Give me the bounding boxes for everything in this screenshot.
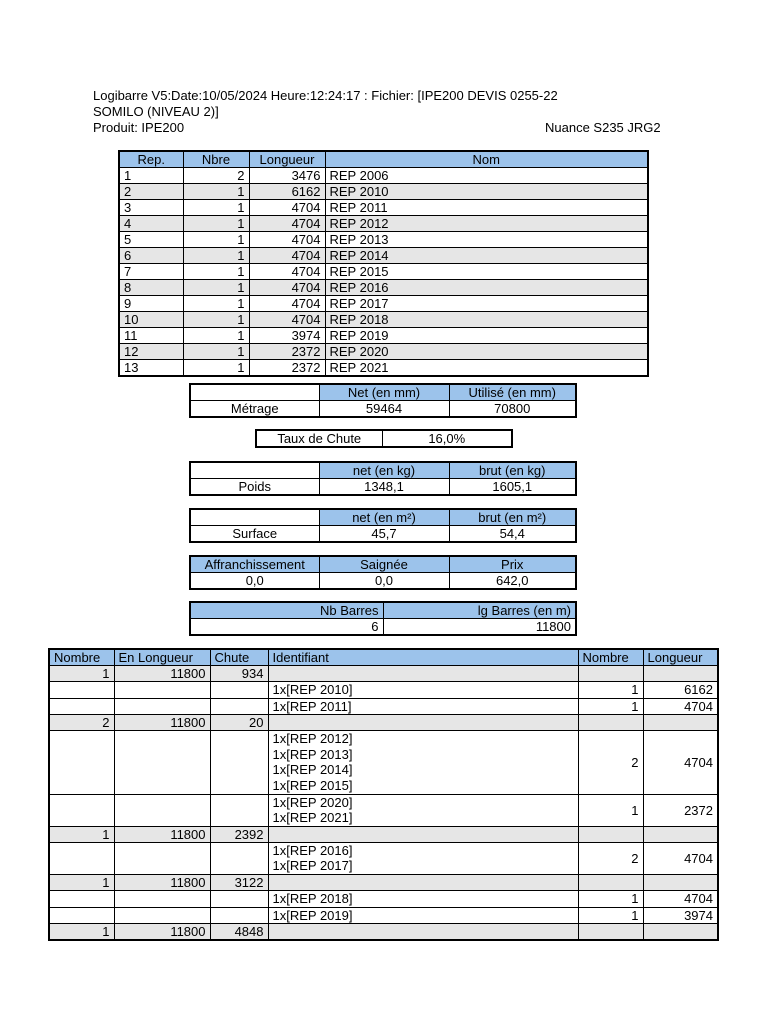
piece-nombre-empty xyxy=(49,907,114,924)
ref-rep: 9 xyxy=(119,296,183,312)
piece-longueur: 3974 xyxy=(643,907,718,924)
ref-nom: REP 2015 xyxy=(325,264,648,280)
piece-longueur: 4704 xyxy=(643,890,718,907)
piece-id: 1x[REP 2014] xyxy=(272,762,353,778)
bar-nombre: 2 xyxy=(49,715,114,731)
poids-net-value: 1348,1 xyxy=(319,479,449,496)
bar-chute: 3122 xyxy=(210,874,268,890)
ref-longueur: 4704 xyxy=(249,312,325,328)
ref-nom: REP 2021 xyxy=(325,360,648,377)
piece-chute-empty xyxy=(210,682,268,699)
reference-table-row xyxy=(119,200,648,216)
reference-table-row xyxy=(119,328,648,344)
ref-rep: 2 xyxy=(119,184,183,200)
piece-row xyxy=(49,907,718,924)
piece-id: 1x[REP 2016] xyxy=(272,842,353,858)
ref-nom: REP 2020 xyxy=(325,344,648,360)
prix-header: Prix xyxy=(449,556,576,573)
piece-longueur: 4704 xyxy=(643,842,718,874)
ref-rep: 12 xyxy=(119,344,183,360)
piece-nombre: 2 xyxy=(578,731,643,794)
piece-nombre-empty xyxy=(49,890,114,907)
surface-table xyxy=(189,508,577,543)
piece-identifiant xyxy=(268,794,578,826)
piece-longueur: 6162 xyxy=(643,682,718,699)
surface-net-value: 45,7 xyxy=(319,526,449,543)
ref-longueur: 4704 xyxy=(249,232,325,248)
reference-table-row xyxy=(119,232,648,248)
reference-table-row xyxy=(119,184,648,200)
affranchissement-value: 0,0 xyxy=(190,573,319,590)
poids-net-header: net (en kg) xyxy=(319,462,449,479)
ref-rep: 8 xyxy=(119,280,183,296)
bar-longueur-empty xyxy=(643,874,718,890)
poids-table xyxy=(189,461,577,496)
bar-nombre: 1 xyxy=(49,826,114,842)
reference-table-header xyxy=(119,151,648,168)
ref-longueur: 4704 xyxy=(249,200,325,216)
piece-identifiant xyxy=(268,731,578,794)
bar-chute: 934 xyxy=(210,666,268,682)
bar-nombre-empty xyxy=(578,826,643,842)
piece-id: 1x[REP 2015] xyxy=(272,777,353,793)
bar-nombre: 1 xyxy=(49,874,114,890)
piece-row xyxy=(49,682,718,699)
piece-longueur-empty xyxy=(114,890,210,907)
surface-label: Surface xyxy=(190,526,319,543)
piece-longueur: 2372 xyxy=(643,794,718,826)
col-chute: Chute xyxy=(210,649,268,666)
bar-longueur-empty xyxy=(643,666,718,682)
piece-identifiant xyxy=(268,842,578,874)
produit-label: Produit: IPE200 xyxy=(93,120,185,135)
bar-longueur: 11800 xyxy=(114,924,210,941)
ref-nbre: 2 xyxy=(183,168,249,184)
piece-row xyxy=(49,731,718,794)
metrage-table xyxy=(189,383,577,418)
piece-longueur-empty xyxy=(114,907,210,924)
bar-row xyxy=(49,826,718,842)
piece-chute-empty xyxy=(210,731,268,794)
surface-brut-header: brut (en m²) xyxy=(449,509,576,526)
taux-chute-table xyxy=(255,429,513,448)
ref-nbre: 1 xyxy=(183,280,249,296)
prix-table xyxy=(189,555,577,590)
ref-rep: 1 xyxy=(119,168,183,184)
bar-chute: 2392 xyxy=(210,826,268,842)
piece-identifiant xyxy=(268,698,578,715)
piece-nombre: 1 xyxy=(578,890,643,907)
ref-nom: REP 2018 xyxy=(325,312,648,328)
piece-chute-empty xyxy=(210,890,268,907)
ref-nom: REP 2013 xyxy=(325,232,648,248)
piece-nombre-empty xyxy=(49,698,114,715)
piece-id: 1x[REP 2018] xyxy=(272,890,353,906)
bar-longueur-empty xyxy=(643,826,718,842)
prix-value: 642,0 xyxy=(449,573,576,590)
ref-nom: REP 2017 xyxy=(325,296,648,312)
metrage-util-header: Utilisé (en mm) xyxy=(449,384,576,401)
poids-label: Poids xyxy=(190,479,319,496)
surface-corner xyxy=(190,509,319,526)
taux-chute-value: 16,0% xyxy=(382,430,512,447)
ref-rep: 4 xyxy=(119,216,183,232)
ref-longueur: 4704 xyxy=(249,248,325,264)
piece-id: 1x[REP 2021] xyxy=(272,810,353,826)
saignee-value: 0,0 xyxy=(319,573,449,590)
col-nombre-2: Nombre xyxy=(578,649,643,666)
poids-brut-header: brut (en kg) xyxy=(449,462,576,479)
piece-nombre-empty xyxy=(49,731,114,794)
ref-rep: 10 xyxy=(119,312,183,328)
ref-nom: REP 2010 xyxy=(325,184,648,200)
ref-rep: 6 xyxy=(119,248,183,264)
poids-corner xyxy=(190,462,319,479)
ref-nbre: 1 xyxy=(183,360,249,377)
header-line-1: Logibarre V5:Date:10/05/2024 Heure:12:24:17 : Fichier: [IPE200 DEVIS 0255-22 xyxy=(93,88,558,103)
taux-chute-label: Taux de Chute xyxy=(256,430,382,447)
piece-id: 1x[REP 2011] xyxy=(272,698,352,714)
ref-longueur: 6162 xyxy=(249,184,325,200)
reference-table-row xyxy=(119,360,648,377)
col-nombre: Nombre xyxy=(49,649,114,666)
piece-chute-empty xyxy=(210,698,268,715)
surface-net-header: net (en m²) xyxy=(319,509,449,526)
bar-row xyxy=(49,924,718,941)
ref-longueur: 3476 xyxy=(249,168,325,184)
ref-nom: REP 2016 xyxy=(325,280,648,296)
nb-barres-header: Nb Barres xyxy=(190,602,383,619)
col-en-longueur: En Longueur xyxy=(114,649,210,666)
cutting-plan-table xyxy=(48,648,719,941)
ref-nom: REP 2011 xyxy=(325,200,648,216)
ref-nbre: 1 xyxy=(183,248,249,264)
bar-nombre: 1 xyxy=(49,924,114,941)
piece-id: 1x[REP 2012] xyxy=(272,731,353,747)
piece-nombre: 1 xyxy=(578,698,643,715)
ref-longueur: 4704 xyxy=(249,280,325,296)
piece-nombre-empty xyxy=(49,794,114,826)
ref-longueur: 4704 xyxy=(249,264,325,280)
piece-row xyxy=(49,794,718,826)
piece-chute-empty xyxy=(210,842,268,874)
ref-rep: 5 xyxy=(119,232,183,248)
col-identifiant: Identifiant xyxy=(268,649,578,666)
piece-row xyxy=(49,890,718,907)
ref-rep: 7 xyxy=(119,264,183,280)
piece-nombre: 1 xyxy=(578,907,643,924)
piece-nombre-empty xyxy=(49,842,114,874)
col-longueur: Longueur xyxy=(249,151,325,168)
metrage-net-header: Net (en mm) xyxy=(319,384,449,401)
reference-table-row xyxy=(119,248,648,264)
reference-table-row xyxy=(119,344,648,360)
bar-longueur: 11800 xyxy=(114,715,210,731)
nuance-label: Nuance S235 JRG2 xyxy=(545,120,661,135)
ref-longueur: 4704 xyxy=(249,296,325,312)
affranchissement-header: Affranchissement xyxy=(190,556,319,573)
ref-nom: REP 2006 xyxy=(325,168,648,184)
ref-nbre: 1 xyxy=(183,232,249,248)
piece-longueur-empty xyxy=(114,794,210,826)
metrage-label: Métrage xyxy=(190,401,319,418)
bar-longueur: 11800 xyxy=(114,874,210,890)
bar-nombre-empty xyxy=(578,666,643,682)
ref-nbre: 1 xyxy=(183,216,249,232)
bar-identifiant-empty xyxy=(268,666,578,682)
bar-identifiant-empty xyxy=(268,874,578,890)
ref-rep: 11 xyxy=(119,328,183,344)
bar-nombre-empty xyxy=(578,874,643,890)
lg-barres-value: 11800 xyxy=(383,619,576,636)
bar-longueur: 11800 xyxy=(114,826,210,842)
ref-nom: REP 2019 xyxy=(325,328,648,344)
nb-barres-value: 6 xyxy=(190,619,383,636)
col-nbre: Nbre xyxy=(183,151,249,168)
reference-table-row xyxy=(119,168,648,184)
ref-rep: 3 xyxy=(119,200,183,216)
lg-barres-header: lg Barres (en m) xyxy=(383,602,576,619)
bar-chute: 4848 xyxy=(210,924,268,941)
piece-id: 1x[REP 2010] xyxy=(272,682,353,697)
metrage-net-value: 59464 xyxy=(319,401,449,418)
bar-longueur-empty xyxy=(643,715,718,731)
reference-table-row xyxy=(119,264,648,280)
poids-brut-value: 1605,1 xyxy=(449,479,576,496)
piece-longueur: 4704 xyxy=(643,731,718,794)
piece-nombre-empty xyxy=(49,682,114,699)
bar-identifiant-empty xyxy=(268,826,578,842)
col-longueur: Longueur xyxy=(643,649,718,666)
bar-longueur: 11800 xyxy=(114,666,210,682)
ref-longueur: 4704 xyxy=(249,216,325,232)
reference-table-row xyxy=(119,296,648,312)
bar-row xyxy=(49,666,718,682)
piece-id: 1x[REP 2019] xyxy=(272,907,353,923)
reference-table-row xyxy=(119,216,648,232)
ref-nom: REP 2014 xyxy=(325,248,648,264)
piece-longueur-empty xyxy=(114,731,210,794)
ref-nom: REP 2012 xyxy=(325,216,648,232)
piece-longueur: 4704 xyxy=(643,698,718,715)
barres-table xyxy=(189,601,577,636)
bar-identifiant-empty xyxy=(268,715,578,731)
piece-nombre: 1 xyxy=(578,682,643,699)
ref-longueur: 3974 xyxy=(249,328,325,344)
piece-identifiant xyxy=(268,682,578,699)
piece-longueur-empty xyxy=(114,698,210,715)
ref-nbre: 1 xyxy=(183,184,249,200)
bar-nombre-empty xyxy=(578,924,643,941)
piece-id: 1x[REP 2017] xyxy=(272,858,353,874)
metrage-corner xyxy=(190,384,319,401)
piece-id: 1x[REP 2013] xyxy=(272,746,353,762)
bar-row xyxy=(49,715,718,731)
ref-nbre: 1 xyxy=(183,312,249,328)
piece-identifiant xyxy=(268,907,578,924)
piece-nombre: 2 xyxy=(578,842,643,874)
bar-row xyxy=(49,874,718,890)
piece-row xyxy=(49,842,718,874)
ref-nbre: 1 xyxy=(183,344,249,360)
header-line-2: SOMILO (NIVEAU 2)] xyxy=(93,104,219,119)
saignee-header: Saignée xyxy=(319,556,449,573)
col-rep: Rep. xyxy=(119,151,183,168)
col-nom: Nom xyxy=(325,151,648,168)
bar-identifiant-empty xyxy=(268,924,578,941)
ref-longueur: 2372 xyxy=(249,360,325,377)
piece-longueur-empty xyxy=(114,682,210,699)
piece-nombre: 1 xyxy=(578,794,643,826)
bar-nombre: 1 xyxy=(49,666,114,682)
piece-chute-empty xyxy=(210,794,268,826)
ref-nbre: 1 xyxy=(183,296,249,312)
ref-nbre: 1 xyxy=(183,264,249,280)
ref-rep: 13 xyxy=(119,360,183,377)
reference-table xyxy=(118,150,649,377)
piece-chute-empty xyxy=(210,907,268,924)
reference-table-row xyxy=(119,280,648,296)
ref-longueur: 2372 xyxy=(249,344,325,360)
cutting-plan-header xyxy=(49,649,718,666)
reference-table-row xyxy=(119,312,648,328)
bar-chute: 20 xyxy=(210,715,268,731)
ref-nbre: 1 xyxy=(183,200,249,216)
bar-longueur-empty xyxy=(643,924,718,941)
piece-id: 1x[REP 2020] xyxy=(272,794,353,810)
piece-row xyxy=(49,698,718,715)
piece-longueur-empty xyxy=(114,842,210,874)
ref-nbre: 1 xyxy=(183,328,249,344)
bar-nombre-empty xyxy=(578,715,643,731)
metrage-util-value: 70800 xyxy=(449,401,576,418)
surface-brut-value: 54,4 xyxy=(449,526,576,543)
piece-identifiant xyxy=(268,890,578,907)
